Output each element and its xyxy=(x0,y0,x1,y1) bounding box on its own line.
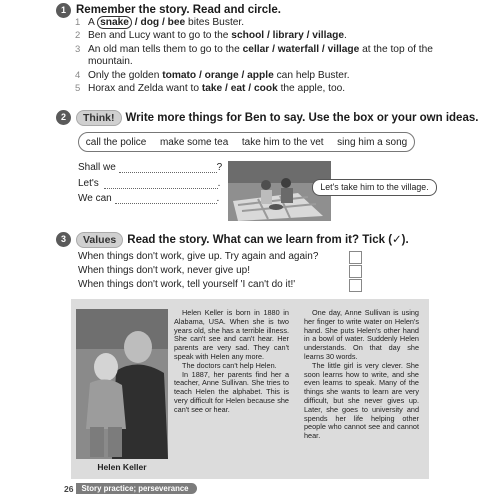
option[interactable]: village xyxy=(327,43,360,55)
prompt-label: Let's xyxy=(78,178,99,189)
tick-box[interactable] xyxy=(349,265,362,278)
think-tag: Think! xyxy=(76,110,122,126)
prompt-label: Shall we xyxy=(78,162,116,173)
list-item xyxy=(76,44,476,69)
option[interactable]: apple xyxy=(247,69,274,81)
option[interactable]: tomato xyxy=(162,69,197,81)
tick-option: When things don't work, tell yourself 'I can't do it!' xyxy=(78,279,296,290)
list-item xyxy=(76,17,476,29)
prompt-we-can xyxy=(78,193,219,204)
item-text: Ben and Lucy want to go to the xyxy=(88,30,232,42)
list-item xyxy=(76,70,476,82)
answer-line[interactable] xyxy=(119,163,217,173)
story-paragraph: Helen Keller is born in 1880 in Alabama, USA. When she is two years old, she has a terrible illness. She can't see and can't hear. Her parents are very sad. They can't speak with Helen any more. xyxy=(174,308,289,361)
option-separator: / xyxy=(245,83,254,95)
helen-keller-photo-illustration xyxy=(76,309,168,459)
item-number: 2 xyxy=(75,30,81,42)
speech-bubble: Let's take him to the village. xyxy=(312,179,437,196)
list-item xyxy=(76,83,476,95)
section-1-title: Remember the story. Read and circle. xyxy=(76,4,281,16)
footer-label: Story practice; perseverance xyxy=(76,483,196,494)
phrase-box xyxy=(78,132,415,152)
section-2-title xyxy=(76,110,478,126)
option[interactable]: eat xyxy=(230,83,246,95)
option[interactable]: village xyxy=(312,30,345,42)
phrase: take him to the vet xyxy=(241,136,324,148)
option[interactable]: dog xyxy=(140,17,160,28)
item-text: Horax and Zelda want to xyxy=(88,83,202,95)
option[interactable]: waterfall xyxy=(277,43,320,55)
tick-option: When things don't work, never give up! xyxy=(78,265,251,276)
section-3-title-text: Read the story. What can we learn from it? Tick (✓). xyxy=(127,234,409,246)
item-text: . xyxy=(344,30,347,42)
page-footer xyxy=(64,482,197,495)
prompt-end: ? xyxy=(216,162,223,173)
tick-box[interactable] xyxy=(349,251,362,264)
item-text: the apple, too. xyxy=(277,83,346,95)
option-separator: / xyxy=(303,30,313,42)
option-separator: / xyxy=(264,30,273,42)
option[interactable]: school xyxy=(231,30,265,42)
section-number-3: 3 xyxy=(56,232,71,247)
item-number: 4 xyxy=(75,69,81,81)
list-item xyxy=(76,30,476,42)
option-separator: / xyxy=(131,17,141,28)
option[interactable]: orange xyxy=(204,69,239,81)
tick-options xyxy=(78,250,318,292)
prompt-end: . xyxy=(216,193,220,204)
circled-option[interactable]: snake xyxy=(97,16,132,29)
helen-keller-photo xyxy=(76,309,168,459)
option[interactable]: take xyxy=(201,83,223,95)
option-separator: / xyxy=(159,17,168,28)
item-text: bites Buster. xyxy=(185,17,245,28)
story-paragraph: The little girl is very clever. She soon learns how to write, and she even learns to speak. Many of the things she wants to learn are very difficult, but she never gives up. Later, she goes to university and spends her life helping other people who cannot see and cannot hear. xyxy=(304,360,419,441)
option-separator: / xyxy=(196,69,205,81)
story-paragraph: The doctors can't help Helen. xyxy=(182,360,277,370)
tick-option: When things don't work, give up. Try again and again? xyxy=(78,251,319,262)
phrase: call the police xyxy=(85,136,147,148)
story-paragraph: In 1887, her parents find her a teacher, Anne Sullivan. She tries to teach Helen the alphabet. This is very difficult for Helen because she can't see or hear. xyxy=(174,369,289,414)
story-column-1 xyxy=(174,309,289,415)
item-number: 5 xyxy=(75,83,81,95)
prompt-shall-we xyxy=(78,162,222,173)
item-text: An old man tells them to go to the xyxy=(88,43,243,55)
option-separator: / xyxy=(269,43,278,55)
story-panel xyxy=(71,299,429,479)
page-number: 26 xyxy=(64,483,74,494)
option-separator: / xyxy=(319,43,328,55)
phrase: sing him a song xyxy=(337,136,408,148)
answer-line[interactable] xyxy=(104,179,218,189)
answer-line[interactable] xyxy=(115,194,217,204)
section-2-title-text: Write more things for Ben to say. Use the box or your own ideas. xyxy=(125,112,479,124)
option[interactable]: cellar xyxy=(242,43,270,55)
phrase: make some tea xyxy=(159,136,229,148)
item-text: at the top of the mountain. xyxy=(88,43,433,68)
section-number-2: 2 xyxy=(56,110,71,125)
section-3-title xyxy=(76,232,409,248)
section-number-1: 1 xyxy=(56,3,71,18)
option-separator: / xyxy=(222,83,231,95)
item-text: Only the golden xyxy=(88,69,163,81)
item-number: 1 xyxy=(75,17,81,28)
story-column-2 xyxy=(304,309,419,441)
story-paragraph: One day, Anne Sullivan is using her finger to write water on Helen's hand. She puts Helen's other hand in a bowl of water. Suddenly Helen understands. On that day she learns 30 words. xyxy=(304,308,419,361)
item-text: can help Buster. xyxy=(273,69,350,81)
circle-list xyxy=(76,17,476,96)
prompt-label: We can xyxy=(78,193,112,204)
tick-box[interactable] xyxy=(349,279,362,292)
option[interactable]: cook xyxy=(253,83,278,95)
option[interactable]: library xyxy=(272,30,304,42)
option-separator: / xyxy=(238,69,248,81)
item-number: 3 xyxy=(75,43,81,55)
photo-caption: Helen Keller xyxy=(97,462,147,472)
prompt-end: . xyxy=(217,178,221,189)
values-tag: Values xyxy=(76,232,123,248)
item-text: A xyxy=(88,17,98,28)
option[interactable]: bee xyxy=(167,17,186,28)
prompt-lets xyxy=(78,178,220,189)
